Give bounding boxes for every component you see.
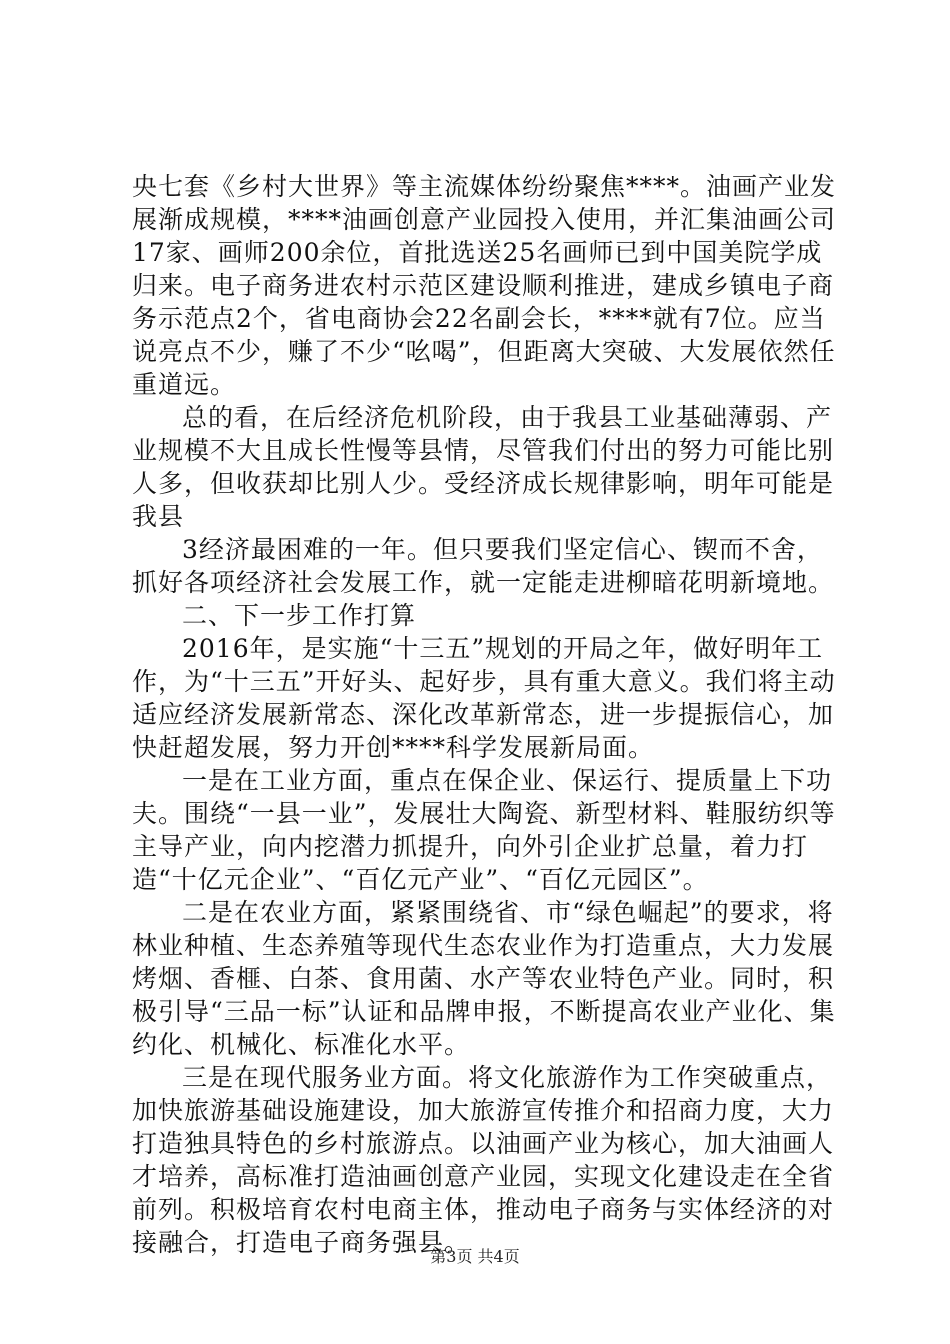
paragraph-industry: 一是在工业方面，重点在保企业、保运行、提质量上下功夫。围绕“一县一业”，发展壮大陶瓷、新型材料、鞋服纺织等主导产业，向内挖潜力抓提升，向外引企业扩总量，着力打造“十亿元企业”、“百亿元产业”、“百亿元园区”。 — [132, 766, 836, 894]
paragraph-4: 2016年，是实施“十三五”规划的开局之年，做好明年工作，为“十三五”开好头、起好步，具有重大意义。我们将主动适应经济发展新常态、深化改革新常态，进一步提振信心，加快赶超发展，努力开创****科学发展新局面。 — [132, 634, 836, 762]
paragraph-3: 3经济最困难的一年。但只要我们坚定信心、锲而不舍，抓好各项经济社会发展工作，就一定能走进柳暗花明新境地。 — [132, 535, 835, 597]
document-body — [132, 170, 842, 1259]
page-footer: 第3页 共4页 — [430, 1247, 520, 1266]
section-heading: 二、下一步工作打算 — [182, 601, 417, 630]
paragraph-agriculture: 二是在农业方面，紧紧围绕省、市“绿色崛起”的要求，将林业种植、生态养殖等现代生态农业作为打造重点，大力发展烤烟、香榧、白茶、食用菌、水产等农业特色产业。同时，积极引导“三品一标”认证和品牌申报，不断提高农业产业化、集约化、机械化、标准化水平。 — [132, 898, 836, 1059]
paragraph-2: 总的看，在后经济危机阶段，由于我县工业基础薄弱、产业规模不大且成长性慢等县情，尽管我们付出的努力可能比别人多，但收获却比别人少。受经济成长规律影响，明年可能是我县 — [132, 403, 835, 531]
paragraph-services: 三是在现代服务业方面。将文化旅游作为工作突破重点，加快旅游基础设施建设，加大旅游宣传推介和招商力度，大力打造独具特色的乡村旅游点。以油画产业为核心，加大油画人才培养，高标准打造油画创意产业园，实现文化建设走在全省前列。积极培育农村电商主体，推动电子商务与实体经济的对接融合，打造电子商务强县。 — [132, 1063, 835, 1257]
paragraph-1: 央七套《乡村大世界》等主流媒体纷纷聚焦****。油画产业发展渐成规模，****油画创意产业园投入使用，并汇集油画公司17家、画师200余位，首批选送25名画师已到中国美院学成归来。电子商务进农村示范区建设顺利推进，建成乡镇电子商务示范点2个，省电商协会22名副会长，****就有7位。应当说亮点不少，赚了不少“吆喝”，但距离大突破、大发展依然任重道远。 — [132, 172, 837, 399]
